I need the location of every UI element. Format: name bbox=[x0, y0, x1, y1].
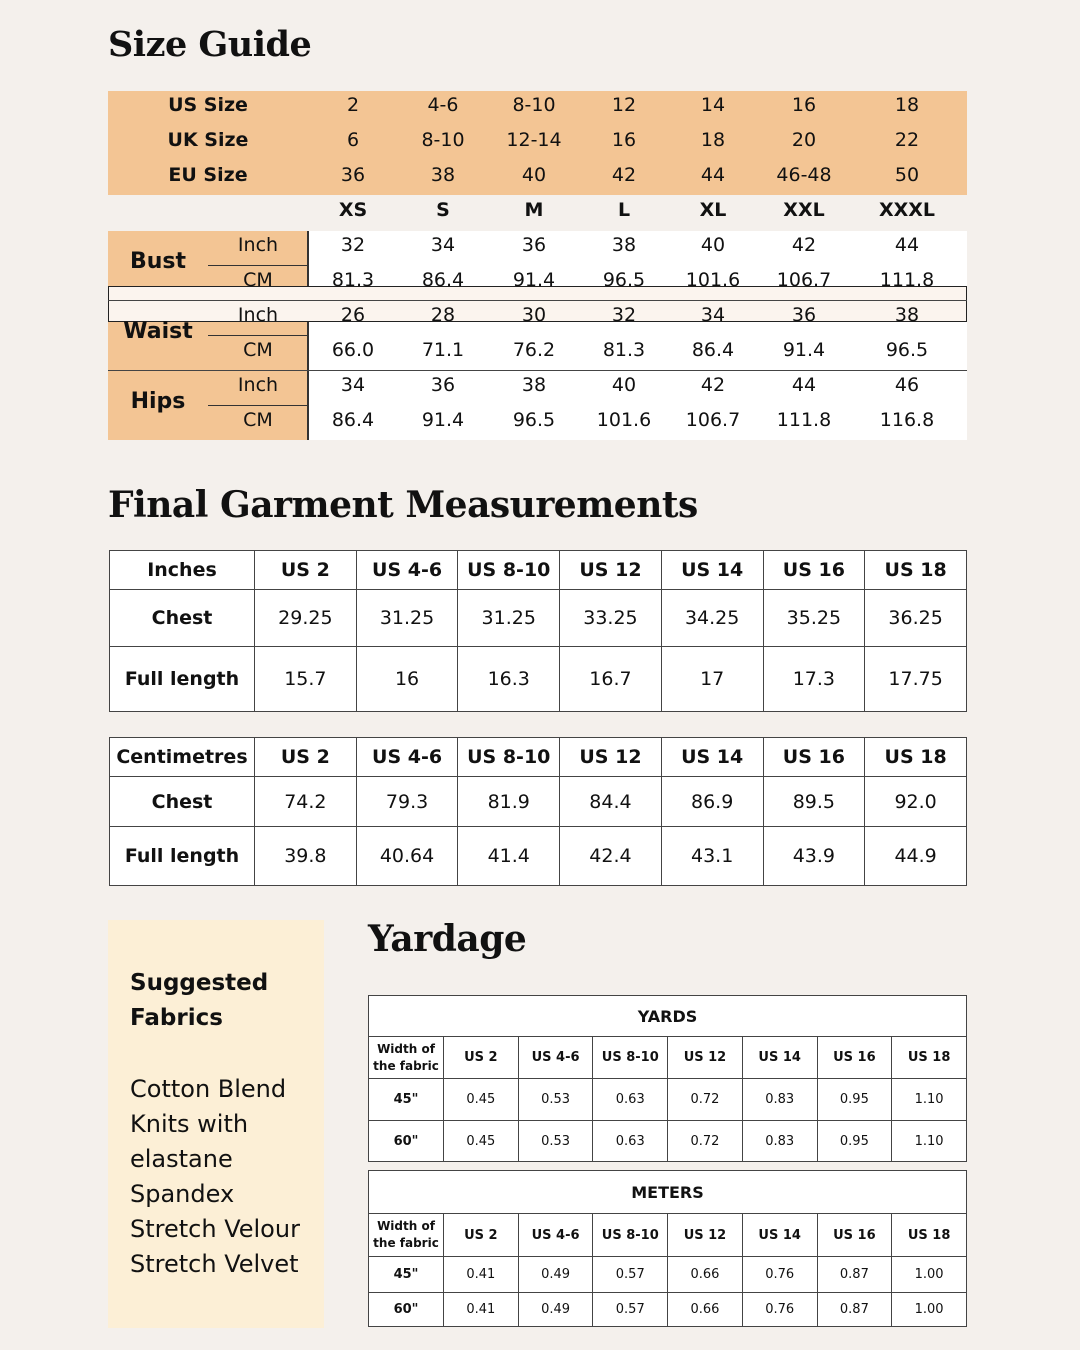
size-column-header: US 2 bbox=[255, 551, 357, 590]
letter-size: L bbox=[617, 199, 631, 221]
waist-inch-value: 34 bbox=[700, 304, 726, 326]
waist-inch-value: 32 bbox=[611, 304, 637, 326]
chest-value: 89.5 bbox=[763, 777, 865, 827]
full-length-value: 40.64 bbox=[356, 827, 458, 886]
letter-size: XL bbox=[699, 199, 727, 221]
hips-inch-value: 40 bbox=[611, 374, 637, 396]
table-caption-row bbox=[369, 996, 967, 1037]
final-garment-title: Final Garment Measurements bbox=[108, 484, 698, 526]
us-size-value: 8-10 bbox=[512, 94, 556, 116]
divider bbox=[108, 300, 967, 301]
yardage-value: 0.45 bbox=[444, 1121, 519, 1162]
size-column-header: US 14 bbox=[742, 1214, 817, 1257]
bust-cm-value: 96.5 bbox=[602, 269, 646, 291]
hips-cm-value: 91.4 bbox=[421, 409, 465, 431]
table-row bbox=[110, 647, 967, 712]
eu-size-value: 44 bbox=[700, 164, 726, 186]
fabric-width-label: 45" bbox=[369, 1257, 444, 1293]
waist-inch-value: 26 bbox=[340, 304, 366, 326]
chest-value: 86.9 bbox=[661, 777, 763, 827]
bust-inch-value: 32 bbox=[340, 234, 366, 256]
width-header-line: Width of bbox=[377, 1219, 435, 1233]
full-length-value: 16.3 bbox=[458, 647, 560, 712]
size-column-header: US 4-6 bbox=[356, 551, 458, 590]
yardage-value: 0.53 bbox=[518, 1079, 593, 1121]
size-column-header: US 18 bbox=[892, 1214, 967, 1257]
table-row bbox=[110, 827, 967, 886]
size-column-header: US 12 bbox=[668, 1214, 743, 1257]
row-label: Chest bbox=[110, 590, 255, 647]
eu-size-value: 42 bbox=[611, 164, 637, 186]
size-column-header: US 2 bbox=[444, 1214, 519, 1257]
yardage-value: 0.95 bbox=[817, 1079, 892, 1121]
divider bbox=[208, 335, 307, 336]
chest-value: 81.9 bbox=[458, 777, 560, 827]
eu-size-value: 40 bbox=[521, 164, 547, 186]
hips-cm-value: 96.5 bbox=[512, 409, 556, 431]
table-row bbox=[369, 1079, 967, 1121]
fabrics-heading bbox=[130, 966, 324, 1036]
yardage-value: 0.87 bbox=[817, 1257, 892, 1293]
inch-unit-label: Inch bbox=[237, 234, 279, 256]
size-column-header: US 14 bbox=[661, 551, 763, 590]
eu-size-value: 36 bbox=[340, 164, 366, 186]
fabric-item: elastane bbox=[130, 1145, 233, 1173]
size-column-header: US 8-10 bbox=[458, 551, 560, 590]
chest-value: 79.3 bbox=[356, 777, 458, 827]
table-header-row bbox=[369, 1037, 967, 1079]
letter-size: XXL bbox=[783, 199, 825, 221]
eu-size-value: 38 bbox=[430, 164, 456, 186]
fabric-width-label: 45" bbox=[369, 1079, 444, 1121]
size-column-header: US 16 bbox=[763, 738, 865, 777]
width-header-line: the fabric bbox=[373, 1058, 439, 1073]
us-size-value: 2 bbox=[346, 94, 360, 116]
hips-inch-value: 38 bbox=[521, 374, 547, 396]
fabrics-list bbox=[130, 1072, 324, 1282]
full-length-value: 17.75 bbox=[865, 647, 967, 712]
inch-unit-label: Inch bbox=[237, 374, 279, 396]
fabric-item: Stretch Velour bbox=[130, 1215, 300, 1243]
us-size-value: 14 bbox=[700, 94, 726, 116]
full-length-value: 43.9 bbox=[763, 827, 865, 886]
unit-header: Inches bbox=[110, 551, 255, 590]
uk-size-value: 16 bbox=[611, 129, 637, 151]
table-row bbox=[369, 1121, 967, 1162]
hips-inch-value: 46 bbox=[894, 374, 920, 396]
size-column-header: US 12 bbox=[560, 738, 662, 777]
yardage-value: 0.57 bbox=[593, 1293, 668, 1327]
inch-unit-label: Inch bbox=[237, 304, 279, 326]
hips-cm-value: 101.6 bbox=[596, 409, 652, 431]
waist-inch-value: 36 bbox=[791, 304, 817, 326]
divider bbox=[108, 370, 967, 371]
fabrics-heading-line: Fabrics bbox=[130, 1005, 223, 1031]
yardage-value: 1.00 bbox=[892, 1293, 967, 1327]
size-column-header: US 18 bbox=[865, 551, 967, 590]
bust-cm-value: 86.4 bbox=[421, 269, 465, 291]
chest-value: 92.0 bbox=[865, 777, 967, 827]
final-garment-cm-table bbox=[109, 737, 967, 886]
size-guide-table bbox=[108, 91, 967, 440]
chest-value: 29.25 bbox=[255, 590, 357, 647]
fabrics-heading-line: Suggested bbox=[130, 970, 269, 996]
yardage-value: 0.66 bbox=[668, 1293, 743, 1327]
bust-cm-value: 106.7 bbox=[776, 269, 832, 291]
full-length-value: 17 bbox=[661, 647, 763, 712]
uk-size-value: 18 bbox=[700, 129, 726, 151]
chest-value: 31.25 bbox=[356, 590, 458, 647]
eu-size-value: 50 bbox=[894, 164, 920, 186]
chest-value: 33.25 bbox=[560, 590, 662, 647]
size-column-header: US 8-10 bbox=[593, 1037, 668, 1079]
chest-value: 84.4 bbox=[560, 777, 662, 827]
full-length-value: 16 bbox=[356, 647, 458, 712]
hips-inch-value: 42 bbox=[700, 374, 726, 396]
table-row bbox=[369, 1293, 967, 1327]
full-length-value: 15.7 bbox=[255, 647, 357, 712]
table-row bbox=[369, 1257, 967, 1293]
waist-inch-value: 28 bbox=[430, 304, 456, 326]
yardage-value: 0.41 bbox=[444, 1257, 519, 1293]
yardage-value: 1.10 bbox=[892, 1079, 967, 1121]
divider bbox=[208, 405, 307, 406]
size-column-header: US 4-6 bbox=[518, 1214, 593, 1257]
yardage-value: 0.87 bbox=[817, 1293, 892, 1327]
table-header-row bbox=[110, 551, 967, 590]
size-column-header: US 2 bbox=[255, 738, 357, 777]
fabric-item: Stretch Velvet bbox=[130, 1250, 299, 1278]
yardage-value: 0.63 bbox=[593, 1079, 668, 1121]
size-column-header: US 14 bbox=[742, 1037, 817, 1079]
full-length-value: 42.4 bbox=[560, 827, 662, 886]
hips-cm-value: 111.8 bbox=[776, 409, 832, 431]
bust-cm-value: 91.4 bbox=[512, 269, 556, 291]
hips-inch-value: 36 bbox=[430, 374, 456, 396]
width-header-line: Width of bbox=[377, 1041, 435, 1056]
hips-label: Hips bbox=[130, 389, 186, 414]
uk-size-value: 20 bbox=[791, 129, 817, 151]
us-size-value: 18 bbox=[894, 94, 920, 116]
yardage-value: 0.53 bbox=[518, 1121, 593, 1162]
us-size-label: US Size bbox=[168, 94, 248, 116]
size-column-header: US 2 bbox=[444, 1037, 519, 1079]
bust-inch-value: 44 bbox=[894, 234, 920, 256]
yardage-value: 0.57 bbox=[593, 1257, 668, 1293]
us-size-value: 16 bbox=[791, 94, 817, 116]
table-row bbox=[110, 590, 967, 647]
waist-cm-value: 91.4 bbox=[782, 339, 826, 361]
yardage-meters-table bbox=[368, 1170, 967, 1327]
suggested-fabrics-panel bbox=[108, 920, 324, 1328]
chest-value: 74.2 bbox=[255, 777, 357, 827]
yardage-value: 0.49 bbox=[518, 1293, 593, 1327]
yardage-value: 0.45 bbox=[444, 1079, 519, 1121]
bust-inch-value: 36 bbox=[521, 234, 547, 256]
fabric-width-label: 60" bbox=[369, 1293, 444, 1327]
eu-size-value: 46-48 bbox=[776, 164, 832, 186]
width-header-line: the fabric bbox=[373, 1236, 439, 1250]
yardage-value: 0.83 bbox=[742, 1121, 817, 1162]
waist-label: Waist bbox=[123, 319, 193, 344]
size-guide-title: Size Guide bbox=[108, 24, 312, 65]
chest-value: 36.25 bbox=[865, 590, 967, 647]
yardage-value: 1.10 bbox=[892, 1121, 967, 1162]
uk-size-label: UK Size bbox=[167, 129, 249, 151]
waist-inch-value: 38 bbox=[894, 304, 920, 326]
letter-size: XXXL bbox=[878, 199, 936, 221]
bust-inch-value: 42 bbox=[791, 234, 817, 256]
waist-cm-value: 96.5 bbox=[885, 339, 929, 361]
table-caption: YARDS bbox=[369, 996, 967, 1037]
us-size-value: 12 bbox=[611, 94, 637, 116]
full-length-value: 41.4 bbox=[458, 827, 560, 886]
width-header bbox=[369, 1037, 444, 1079]
hips-cm-value: 106.7 bbox=[685, 409, 741, 431]
yardage-value: 0.76 bbox=[742, 1257, 817, 1293]
size-column-header: US 4-6 bbox=[356, 738, 458, 777]
row-label: Chest bbox=[110, 777, 255, 827]
letter-size: XS bbox=[338, 199, 368, 221]
bust-inch-value: 34 bbox=[430, 234, 456, 256]
full-length-value: 17.3 bbox=[763, 647, 865, 712]
yardage-value: 0.41 bbox=[444, 1293, 519, 1327]
yardage-value: 0.83 bbox=[742, 1079, 817, 1121]
size-column-header: US 12 bbox=[560, 551, 662, 590]
yardage-value: 0.72 bbox=[668, 1079, 743, 1121]
table-header-row bbox=[369, 1214, 967, 1257]
yardage-value: 0.66 bbox=[668, 1257, 743, 1293]
bust-cm-value: 111.8 bbox=[879, 269, 935, 291]
hips-cm-value: 86.4 bbox=[331, 409, 375, 431]
bust-inch-value: 38 bbox=[611, 234, 637, 256]
full-length-value: 39.8 bbox=[255, 827, 357, 886]
yardage-title: Yardage bbox=[368, 918, 527, 960]
eu-size-label: EU Size bbox=[168, 164, 248, 186]
yardage-value: 0.95 bbox=[817, 1121, 892, 1162]
hips-inch-value: 34 bbox=[340, 374, 366, 396]
cm-unit-label: CM bbox=[243, 339, 273, 361]
letter-size: M bbox=[524, 199, 544, 221]
table-header-row bbox=[110, 738, 967, 777]
yardage-yards-table bbox=[368, 995, 967, 1162]
cm-unit-label: CM bbox=[243, 409, 273, 431]
row-label: Full length bbox=[110, 647, 255, 712]
size-column-header: US 16 bbox=[763, 551, 865, 590]
chest-value: 31.25 bbox=[458, 590, 560, 647]
yardage-value: 0.76 bbox=[742, 1293, 817, 1327]
uk-size-value: 12-14 bbox=[506, 129, 562, 151]
yardage-value: 1.00 bbox=[892, 1257, 967, 1293]
full-length-value: 43.1 bbox=[661, 827, 763, 886]
hips-inch-value: 44 bbox=[791, 374, 817, 396]
uk-size-value: 6 bbox=[346, 129, 360, 151]
size-column-header: US 18 bbox=[865, 738, 967, 777]
size-column-header: US 8-10 bbox=[593, 1214, 668, 1257]
size-column-header: US 14 bbox=[661, 738, 763, 777]
fabric-item: Cotton Blend bbox=[130, 1075, 287, 1103]
row-label: Full length bbox=[110, 827, 255, 886]
yardage-value: 0.63 bbox=[593, 1121, 668, 1162]
bust-cm-value: 101.6 bbox=[685, 269, 741, 291]
size-column-header: US 12 bbox=[668, 1037, 743, 1079]
uk-size-value: 22 bbox=[894, 129, 920, 151]
fabric-item: Knits with bbox=[130, 1110, 249, 1138]
cm-unit-label: CM bbox=[243, 269, 273, 291]
fabric-item: Spandex bbox=[130, 1180, 235, 1208]
full-length-value: 16.7 bbox=[560, 647, 662, 712]
chest-value: 35.25 bbox=[763, 590, 865, 647]
waist-cm-value: 66.0 bbox=[331, 339, 375, 361]
waist-cm-value: 86.4 bbox=[691, 339, 735, 361]
size-column-header: US 16 bbox=[817, 1214, 892, 1257]
size-column-header: US 16 bbox=[817, 1037, 892, 1079]
size-column-header: US 18 bbox=[892, 1037, 967, 1079]
final-garment-inches-table bbox=[109, 550, 967, 712]
bust-inch-value: 40 bbox=[700, 234, 726, 256]
size-column-header: US 8-10 bbox=[458, 738, 560, 777]
yardage-value: 0.72 bbox=[668, 1121, 743, 1162]
waist-cm-value: 76.2 bbox=[512, 339, 556, 361]
waist-inch-value: 30 bbox=[521, 304, 547, 326]
bust-cm-value: 81.3 bbox=[331, 269, 375, 291]
yardage-value: 0.49 bbox=[518, 1257, 593, 1293]
fabric-width-label: 60" bbox=[369, 1121, 444, 1162]
width-header bbox=[369, 1214, 444, 1257]
table-caption: METERS bbox=[369, 1171, 967, 1214]
chest-value: 34.25 bbox=[661, 590, 763, 647]
unit-header: Centimetres bbox=[110, 738, 255, 777]
full-length-value: 44.9 bbox=[865, 827, 967, 886]
divider bbox=[208, 265, 307, 266]
uk-size-value: 8-10 bbox=[421, 129, 465, 151]
table-row bbox=[110, 777, 967, 827]
size-column-header: US 4-6 bbox=[518, 1037, 593, 1079]
hips-cm-value: 116.8 bbox=[879, 409, 935, 431]
waist-cm-value: 71.1 bbox=[421, 339, 465, 361]
us-size-value: 4-6 bbox=[427, 94, 459, 116]
waist-cm-value: 81.3 bbox=[602, 339, 646, 361]
letter-size: S bbox=[436, 199, 450, 221]
bust-label: Bust bbox=[129, 249, 187, 274]
table-caption-row bbox=[369, 1171, 967, 1214]
